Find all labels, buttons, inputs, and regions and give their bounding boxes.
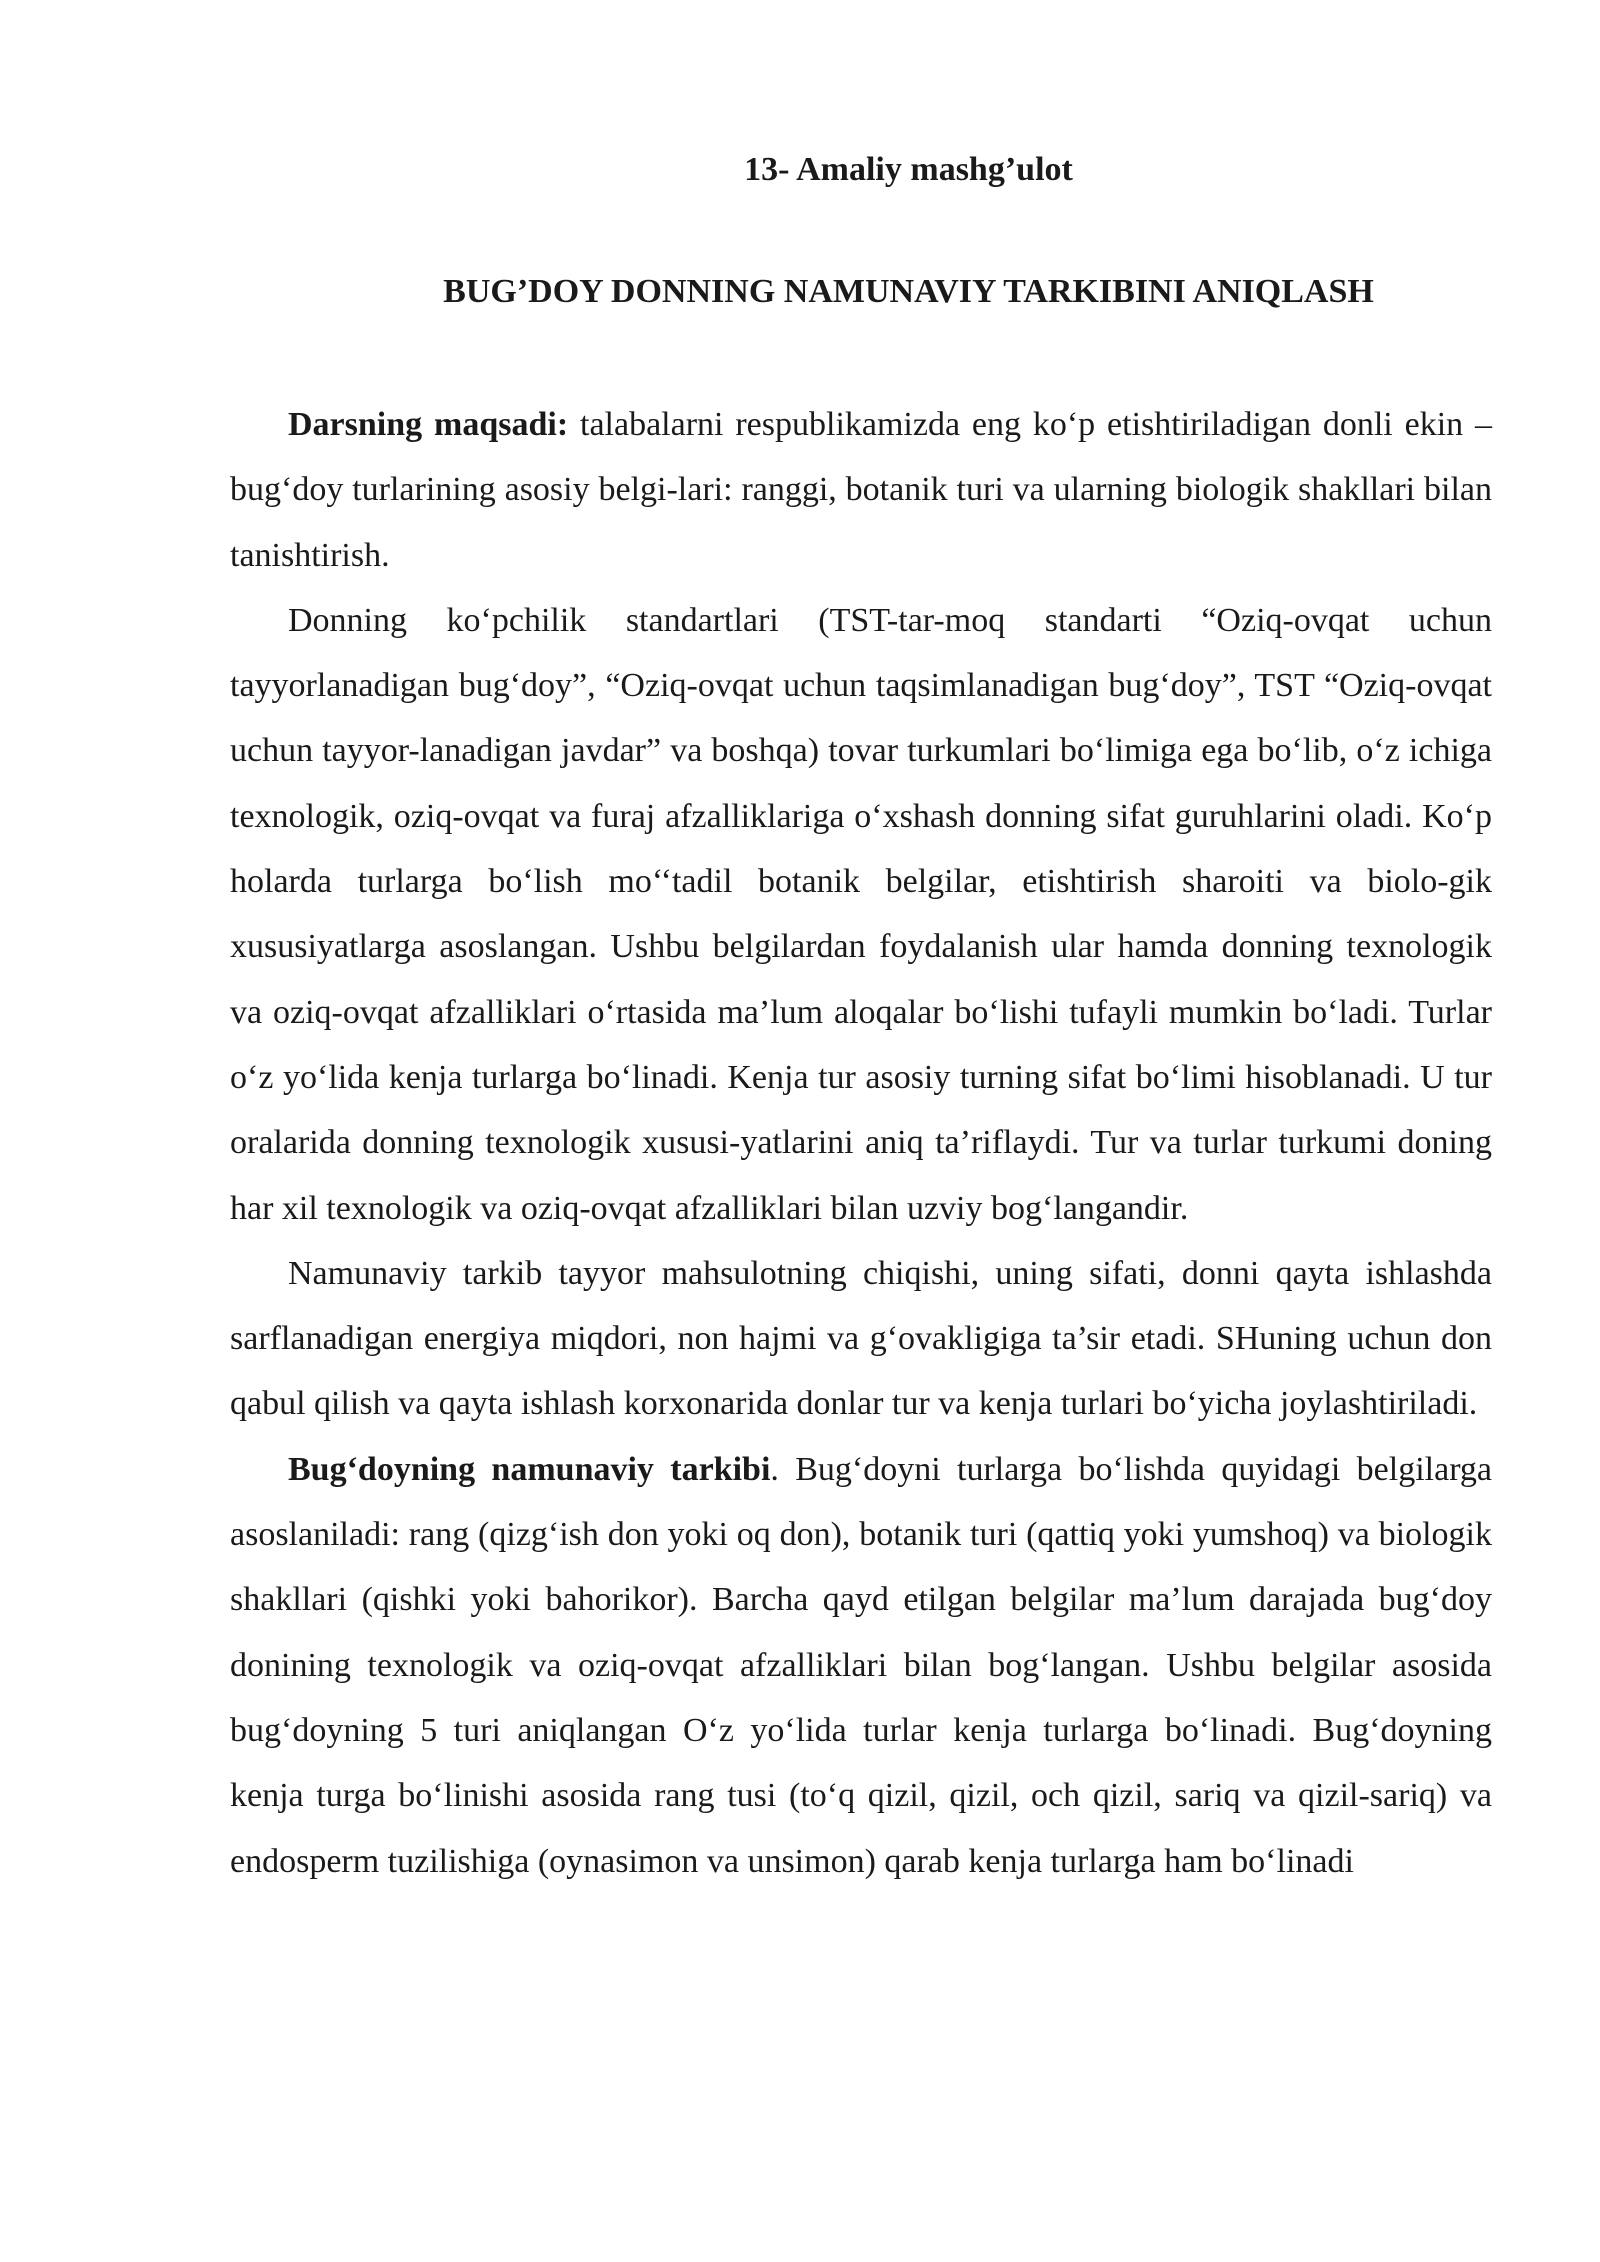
paragraph-text: . Bug‘doyni turlarga bo‘lishda quyidagi belgilarga asoslaniladi: rang (qizg‘ish don yoki oq don), botanik turi (qattiq yoki yumshoq) va biologik shakllari (qishki yoki bahorikor). Barcha qayd etilgan belgilar ma’lum darajada bug‘doy donining texnologik va oziq-ovqat afzalliklari bilan bog‘langan. Ushbu belgilar asosida bug‘doyning 5 turi aniqlangan O‘z yo‘lida turlar kenja turlarga bo‘linadi. Bug‘doyning kenja turga bo‘linishi asosida rang tusi (to‘q qizil, qizil, och qizil, sariq va qizil-sariq) va endosperm tuzilishiga (oynasimon va unsimon) qarab kenja turlarga ham bo‘linadi (230, 1450, 1492, 1880)
paragraph-lead: Bug‘doyning namunaviy tarkibi (288, 1450, 771, 1488)
paragraph-standards (230, 588, 1492, 1241)
paragraph-text: Donning ko‘pchilik standartlari (TST-tar-moq standarti “Oziq-ovqat uchun tayyorlanadigan bug‘doy”, “Oziq-ovqat uchun taqsimlanadigan bug‘doy”, TST “Oziq-ovqat uchun tayyor-lanadigan javdar” va boshqa) tovar turkumlari bo‘limiga ega bo‘lib, o‘z ichiga texnologik, oziq-ovqat va furaj afzalliklariga o‘xshash donning sifat guruhlarini oladi. Ko‘p holarda turlarga bo‘lish mo‘‘tadil botanik belgilar, etishtirish sharoiti va biolo-gik xususiyatlarga asoslangan. Ushbu belgilardan foydalanish ular hamda donning texnologik va oziq-ovqat afzalliklari o‘rtasida ma’lum aloqalar bo‘lishi tufayli mumkin bo‘ladi. Turlar o‘z yo‘lida kenja turlarga bo‘linadi. Kenja tur asosiy turning sifat bo‘limi hisoblanadi. U tur oralarida donning texnologik xususi-yatlarini aniq ta’riflaydi. Tur va turlar turkumi doning har xil texnologik va oziq-ovqat afzalliklari bilan uzviy bog‘langandir. (230, 601, 1492, 1227)
paragraph-purpose (230, 392, 1492, 588)
document-title: BUG’DOY DONNING NAMUNAVIY TARKIBINI ANIQLASH (443, 273, 1374, 310)
document-page (230, 140, 1492, 1894)
paragraph-composition-effect (230, 1241, 1492, 1437)
paragraph-text: Namunaviy tarkib tayyor mahsulotning chiqishi, uning sifati, donni qayta ishlashda sarflanadigan energiya miqdori, non hajmi va g‘ovakligiga ta’sir etadi. SHuning uchun don qabul qilish va qayta ishlash korxonarida donlar tur va kenja turlari bo‘yicha joylashtiriladi. (230, 1254, 1492, 1423)
paragraph-wheat-composition (230, 1437, 1492, 1894)
lesson-number-heading: 13- Amaliy mashg’ulot (744, 151, 1073, 188)
paragraph-text: talabalarni respublikamizda eng ko‘p etishtiriladigan donli ekin – bug‘doy turlarining asosiy belgi-lari: ranggi, botanik turi va ularning biologik shakllari bilan tanishtirish. (230, 406, 1493, 574)
paragraph-lead: Darsning maqsadi: (288, 406, 569, 443)
